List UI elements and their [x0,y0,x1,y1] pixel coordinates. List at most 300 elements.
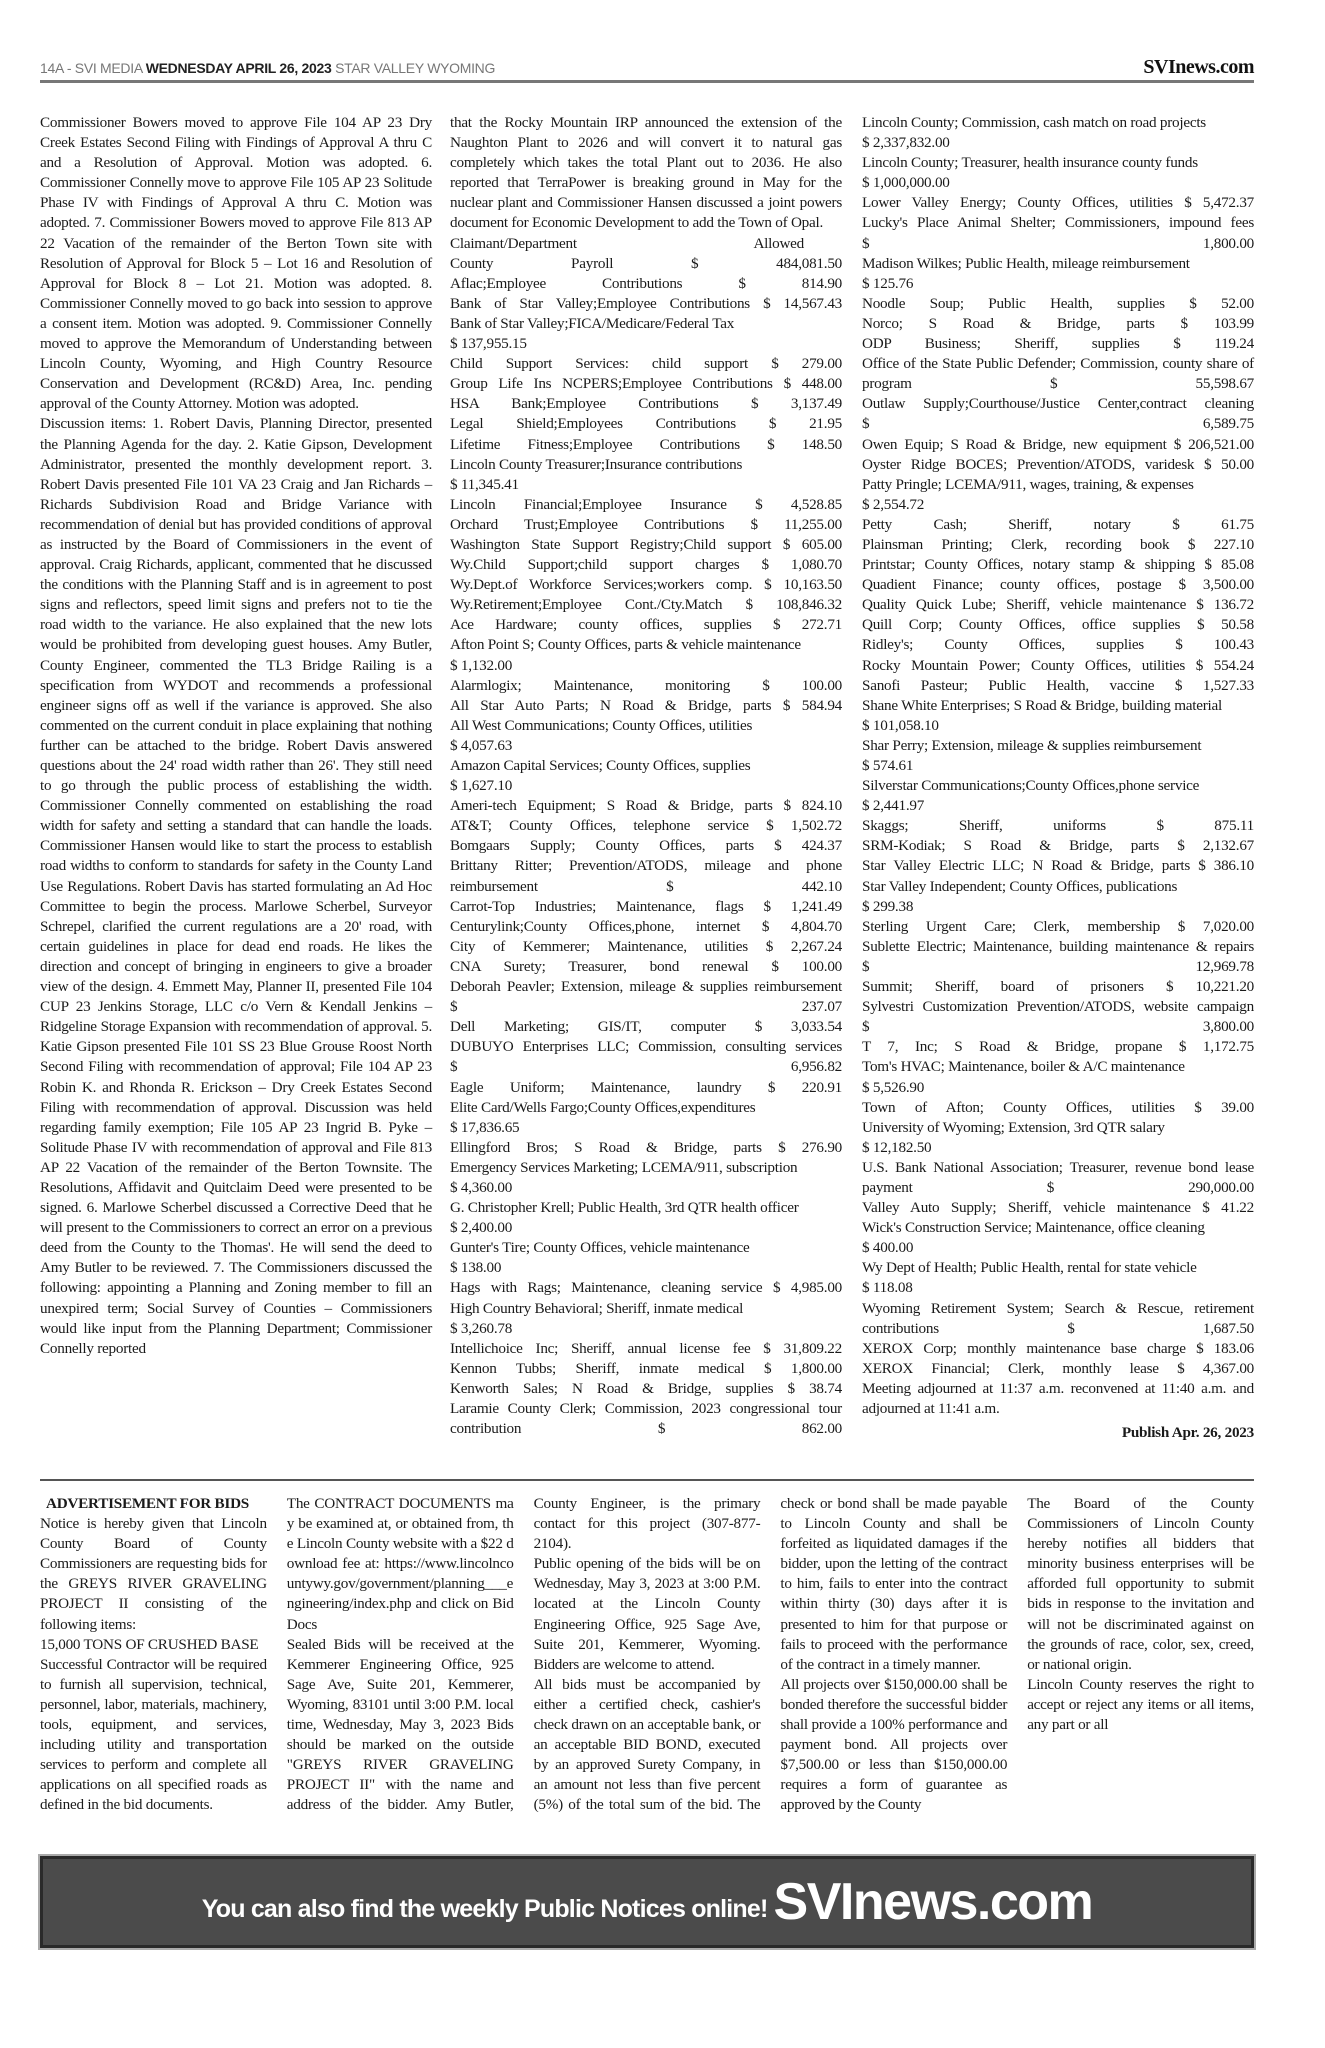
claim-entry [450,1078,842,1098]
claim-entry [450,1299,842,1339]
claim-entry [862,1158,1254,1198]
claimant-name: T 7, Inc; S Road & Bridge, propane [862,1038,1163,1056]
claim-amount: $ 4,367.00 [1177,1359,1255,1377]
claimant-name: Sublette Electric; Maintenance, building maintenance & repairs [862,937,1254,955]
claim-entry [862,1299,1254,1339]
minutes-paragraph: Discussion items: 1. Robert Davis, Planning Director, presented the Planning Agenda for the day. 2. Katie Gipson, Development Administrator, presented the monthly development report. 3. Robert Davis presented File 101 VA 23 Craig and Jan Richards – Richards Subdivision Road and Bridge Variance with recommendation of denial but has provided conditions of approval as instructed by the Board of Commissioners in the event of approval. Craig Richards, applicant, commented that he discussed the conditions with the Planning Staff and is in agreement to post signs and reflectors, speed limit signs and prefers not to tie the road width to the variance. He also explained that the new lots would be prohibited from developing guest houses. Amy Butler, County Engineer, commented the TL3 Bridge Railing is a specification from WYDOT and recommends a professional engineer signs off as well if the variance is approved. She also commented on the current conduit in place explaining that nothing further can be attached to the bridge. Robert Davis answered questions about the 24' road width rather than 26'. They still need to go through the public process of establishing the width. Commissioner Connelly commented on establishing the road width for safety and setting a standard that can handle the loads. Commissioner Hansen would like to start the process to establish road widths to conform to standards for safety in the County Land Use Regulations. Robert Davis has started formulating an Ad Hoc Committee to begin the process. Marlowe Scherbel, Surveyor Schrepel, clarified the current regulations are a 20' road, with certain guidelines in place for dead end roads. He likes the direction and concept of bringing in engineers to give a broader view of the design. 4. Emmett May, Planner II, presented File 104 CUP 23 Jenkins Storage, LLC c/o Vern & Kendall Jenkins – Ridgeline Storage Expansion with recommendation of approval. 5. Katie Gipson presented File 101 SS 23 Blue Grouse Roost North Second Filing with recommendation of approval; File 104 AP 23 Robin K. and Rhonda R. Erickson – Dry Creek Estates Second Filing with recommendation of approval. Discussion was held regarding family exemption; File 105 AP 23 Ingrid B. Pyke – Solitude Phase IV with recommendation of approval and File 813 AP 22 Vacation of the remainder of the Berton Townsite. The Resolutions, Affidavit and Quitclaim Deed were presented to be signed. 6. Marlowe Scherbel discussed a Corrective Deed that he will present to the Commissioners to correct an error on a previous deed from the County to the Thomas'. He will send the deed to Amy Butler to be reviewed. 7. The Commissioners discussed the following: appointing a Planning and Zoning member to fill an unexpired term; Social Survey of Counties – Commissioners would like input from the Planning Department; Commissioner Connelly reported [40,415,432,1357]
claimant-name: Alarmlogix; Maintenance, monitoring [450,676,731,694]
claim-amount: $ 1,132.00 [450,656,513,674]
claim-amount: $ 6,956.82 [450,1058,842,1076]
claim-entry [862,575,1254,595]
claim-amount: $ 1,502.72 [766,817,843,835]
claim-amount: $ 386.10 [1198,857,1255,875]
claimant-name: Brittany Ritter; Prevention/ATODS, mileage and phone reimbursement [450,857,842,895]
claim-amount: $ 119.24 [1173,335,1254,353]
claim-amount: $ 2,554.72 [862,495,925,513]
bids-paragraph: Public opening of the bids will be on Wednesday, May 3, 2023 at 3:00 P.M. located at the Lincoln County Engineering Office, 925 Sage Ave, Suite 201, Kemmerer, Wyoming. Bidders are welcome to attend. [533,1555,761,1673]
claim-entry [862,917,1254,937]
claim-entry [862,113,1254,153]
bids-paragraph: Lincoln County reserves the right to accept or reject any items or all items, any part or all [1027,1675,1254,1734]
claim-entry [450,796,842,816]
claim-entry [450,1399,842,1439]
claim-amount: $ 1,800.00 [862,234,1254,252]
claim-amount: $ 862.00 [657,1420,843,1438]
claimant-name: Owen Equip; S Road & Bridge, new equipment [862,435,1167,453]
claimant-name: Skaggs; Sheriff, uniforms [862,817,1106,835]
claim-amount: $ 12,182.50 [862,1138,932,1156]
claim-amount: $ 1,527.33 [1174,676,1255,694]
claim-amount: $ 100.43 [1175,636,1255,654]
claimant-name: Printstar; County Offices, notary stamp & shipping [862,556,1196,574]
claim-amount: $ 61.75 [1172,515,1254,533]
claim-entry [450,1098,842,1138]
claim-amount: $ 4,804.70 [761,917,843,935]
claimant-name: Lincoln County Treasurer;Insurance contributions [450,455,743,473]
claimant-name: CNA Surety; Treasurer, bond renewal [450,957,749,975]
claimant-name: Lifetime Fitness;Employee Contributions [450,435,740,453]
claim-entry [862,1057,1254,1097]
bids-paragraph: All projects over $150,000.00 shall be bonded therefore the successful bidder shall provide a 100% performance and payment bond. All projects over $7,500.00 or less than $150,000.00 requires a form of guarantee as approved by the County [780,1675,1008,1814]
bids-paragraph: Sealed Bids will be received at the Kemmerer Engineering Office, 925 Sage Ave, Suite 201, Kemmerer, Wyoming, 83101 until 3:00 P.M. local time, Wednesday, May 3, 2023 Bids should be marked on the outside "GREYS RIVER GRAVELING PROJECT II" with the name and address of the bidder. Amy Butler, County Engineer, is the primary contact for this project (307-877-2104). [286,1495,761,1814]
claimant-name: Lincoln County; Treasurer, health insurance county funds [862,154,1198,172]
claimant-name: Norco; S Road & Bridge, parts [862,314,1155,332]
claim-amount: $ 137,955.15 [450,335,527,353]
claim-entry [450,455,842,495]
claimant-name: Patty Pringle; LCEMA/911, wages, training, & expenses [862,475,1194,493]
claimant-name: Child Support Services: child support [450,355,748,373]
masthead-dateline [40,60,495,76]
bids-paragraph: Notice is hereby given that Lincoln County Board of County Commissioners are requesting bids for the GREYS RIVER GRAVELING PROJECT II consisting of the following items: [40,1515,267,1633]
claim-amount: $ 1,172.75 [1178,1038,1255,1056]
bids-paragraph: The CONTRACT DOCUMENTS may be examined at, or obtained from, the Lincoln County website with a $22 download fee at: https://www.lincolncountywy.gov/government/planning___engineering/index.php and click on Bid Docs [286,1495,514,1633]
claim-entry [862,877,1254,917]
claimant-name: Sylvestri Customization Prevention/ATODS, website campaign [862,998,1254,1016]
claim-entry [862,656,1254,676]
claimant-name: Gunter's Tire; County Offices, vehicle maintenance [450,1239,750,1257]
claimant-name: Laramie County Clerk; Commission, 2023 congressional tour contribution [450,1400,842,1438]
claim-amount: $ 5,526.90 [862,1078,925,1096]
claim-entry [450,937,842,957]
claimant-name: Amazon Capital Services; County Offices, supplies [450,757,751,774]
claim-amount: $ 2,132.67 [1177,837,1255,855]
claim-amount: $ 101,058.10 [862,716,939,734]
claim-entry [862,213,1254,253]
claim-entry [862,776,1254,816]
section-label: 14A - SVI MEDIA [40,60,143,76]
claimant-name: U.S. Bank National Association; Treasurer, revenue bond lease payment [862,1158,1254,1196]
banner-text: You can also find the weekly Public Notices online! [201,1894,768,1923]
claim-entry [450,816,842,836]
claimant-name: County Payroll [450,254,614,272]
claim-amount: $ 3,260.78 [450,1319,513,1337]
claimant-name: High Country Behavioral; Sheriff, inmate medical [450,1299,744,1317]
claim-entry [450,1359,842,1379]
claim-amount: $ 52.00 [1189,294,1254,312]
claimant-name: Sanofi Pasteur; Public Health, vaccine [862,676,1155,694]
minutes-column-2 [450,113,842,1439]
claim-entry [450,495,842,515]
claim-amount: $ 183.06 [1196,1339,1255,1357]
claim-entry [450,635,842,675]
claim-amount: $ 3,500.00 [1178,576,1255,594]
claim-entry [450,897,842,917]
claim-entry [862,254,1254,294]
claim-amount: $ 50.00 [1204,455,1255,473]
claimant-name: Bomgaars Supply; County Offices, parts [450,837,754,855]
claimant-name: Bank of Star Valley;Employee Contributions [450,294,750,312]
issue-date: WEDNESDAY APRIL 26, 2023 [145,60,332,76]
claim-amount: $ 1,627.10 [450,777,513,795]
claim-amount: $ 39.00 [1194,1098,1255,1116]
claim-entry [862,1198,1254,1218]
claimant-name: G. Christopher Krell; Public Health, 3rd QTR health officer [450,1199,799,1217]
claim-amount: $ 1,000,000.00 [862,174,950,192]
claim-entry [862,1339,1254,1359]
claim-amount: $ 290,000.00 [1046,1178,1255,1196]
claim-amount: $ 3,800.00 [862,1018,1254,1036]
claimant-name: Wy.Child Support;child support charges [450,556,740,574]
claimant-name: City of Kemmerer; Maintenance, utilities [450,937,748,955]
claimant-name: Orchard Trust;Employee Contributions [450,515,725,533]
claim-entry [862,997,1254,1037]
claim-entry [862,736,1254,776]
claim-entry [450,615,842,635]
claim-entry [450,856,842,896]
claim-amount: $ 7,020.00 [1177,917,1255,935]
claim-amount: $ 12,969.78 [862,957,1254,975]
claim-amount: $ 4,360.00 [450,1178,513,1196]
claimant-name: Wick's Construction Service; Maintenance, office cleaning [862,1219,1205,1237]
bids-paragraph: The Board of the County Commissioners of Lincoln County hereby notifies all bidders that minority business enterprises will be afforded full opportunity to submit bids in response to the invitation and will not be discriminated against on the grounds of race, color, sex, creed, or national origin. [1027,1495,1254,1673]
claim-amount: $ 4,985.00 [772,1279,843,1297]
minutes-paragraph: that the Rocky Mountain IRP announced the extension of the Naughton Plant to 2026 and will convert it to natural gas completely which takes the total Plant out to 2036. He also reported that TerraPower is breaking ground in May for the nuclear plant and Commissioner Hansen discussed a joint powers document for Economic Development to add the Town of Opal. [450,114,842,232]
claim-entry [862,595,1254,615]
claim-entry [450,1037,842,1077]
claim-amount: $ 1,687.50 [1067,1319,1254,1337]
claim-entry [862,635,1254,655]
claimant-name: Legal Shield;Employees Contributions [450,415,736,433]
claim-amount: $ 10,221.20 [1166,978,1255,996]
adjournment-note: Meeting adjourned at 11:37 a.m. reconvened at 11:40 a.m. and adjourned at 11:41 a.m. [862,1379,1254,1417]
allowed-header: Allowed [753,234,804,252]
claimant-name: Wy.Dept.of Workforce Services;workers comp. [450,576,753,594]
claim-amount: $ 17,836.65 [450,1118,520,1136]
claim-amount: $ 118.08 [862,1279,913,1297]
claim-amount: $ 85.08 [1204,556,1255,574]
claim-amount: $ 3,033.54 [754,1018,842,1036]
claim-entry [450,354,842,374]
claimant-name: Town of Afton; County Offices, utilities [862,1098,1175,1116]
claimant-name: XEROX Financial; Clerk, monthly lease [862,1359,1159,1377]
minutes-paragraph: Commissioner Bowers moved to approve File 104 AP 23 Dry Creek Estates Second Filing with Findings of Approval A thru C and a Resolution of Approval. Motion was adopted. 6. Commissioner Connelly move to approve File 105 AP 23 Solitude Phase IV with Findings of Approval A thru C. Motion was adopted. 7. Commissioner Bowers moved to approve File 813 AP 22 Vacation of the remainder of the Berton Town site with Resolution of Approval for Block 5 – Lot 16 and Resolution of Approval for Block 8 – Lot 21. Motion was adopted. 8. Commissioner Connelly moved to go back into session to approve a consent item. Motion was adopted. 9. Commissioner Connelly moved to approve the Memorandum of Understanding between Lincoln County, Wyoming, and High Country Resource Conservation and Development (RC&D) Area, Inc. pending approval of the County Attorney. Motion was adopted. [40,114,432,413]
claimant-name: Lower Valley Energy; County Offices, utilities [862,194,1173,212]
claim-entry [450,1158,842,1198]
claim-entry [862,435,1254,455]
claimant-name: Rocky Mountain Power; County Offices, utilities [862,656,1186,674]
claim-amount: $ 2,400.00 [450,1219,513,1237]
claimant-name: Sterling Urgent Care; Clerk, membership [862,917,1160,935]
claim-amount: $ 448.00 [783,375,843,393]
claim-entry [862,354,1254,394]
claim-entry [862,1098,1254,1118]
claim-entry [862,535,1254,555]
claimant-name: Lucky's Place Animal Shelter; Commissioners, impound fees [862,214,1254,232]
claim-entry [862,294,1254,314]
claim-amount: $ 6,589.75 [862,415,1254,433]
claim-entry [450,957,842,977]
claimant-name: Lincoln County; Commission, cash match on road projects [862,114,1206,131]
claim-entry [862,153,1254,193]
claim-entry [450,1339,842,1359]
claim-amount: $ 424.37 [774,837,842,855]
claimant-name: University of Wyoming; Extension, 3rd QTR salary [862,1118,1165,1136]
claimant-name: ODP Business; Sheriff, supplies [862,335,1140,353]
claim-amount: $ 574.61 [862,757,914,774]
claim-amount: $ 55,598.67 [1049,375,1255,393]
claim-entry [862,334,1254,354]
claim-amount: $ 875.11 [1156,817,1254,835]
claim-entry [450,575,842,595]
claim-amount: $ 11,255.00 [750,515,842,533]
claim-amount: $ 100.00 [771,957,843,975]
claim-amount: $ 484,081.50 [691,254,843,272]
claim-entry [862,475,1254,515]
claimant-name: Oyster Ridge BOCES; Prevention/ATODS, varidesk [862,455,1195,473]
claim-entry [450,1379,842,1399]
section-divider [40,1479,1254,1481]
claimant-name: Centurylink;County Offices,phone, internet [450,917,741,935]
claim-amount: $ 21.95 [768,415,843,433]
claimant-name: Hags with Rags; Maintenance, cleaning service [450,1279,763,1297]
claim-entry [862,816,1254,836]
claim-entry [450,515,842,535]
claimant-name: Washington State Support Registry;Child support [450,535,772,553]
site-logo: SVInews.com [1143,56,1254,78]
claim-amount: $ 148.50 [767,435,843,453]
claimant-name: Carrot-Top Industries; Maintenance, flags [450,897,744,915]
claimant-name: Quality Quick Lube; Sheriff, vehicle maintenance [862,596,1187,614]
claim-entry [450,294,842,314]
claim-amount: $ 276.90 [778,1138,843,1156]
claimant-name: Star Valley Electric LLC; N Road & Bridge, parts [862,857,1191,875]
claim-entry [450,414,842,434]
claim-amount: $ 2,267.24 [765,937,843,955]
claim-amount: $ 442.10 [666,877,842,895]
claimant-name: Afton Point S; County Offices, parts & vehicle maintenance [450,636,801,654]
claimant-name: Valley Auto Supply; Sheriff, vehicle maintenance [862,1199,1191,1217]
claim-entry [862,455,1254,475]
claim-amount: $ 50.58 [1196,616,1254,634]
claim-entry [450,374,842,394]
claims-list [862,113,1254,1379]
claim-entry [862,696,1254,736]
claim-entry [450,394,842,414]
claim-amount: $ 220.91 [767,1078,843,1096]
claim-amount: $ 108,846.32 [745,596,843,614]
claim-amount: $ 1,800.00 [763,1359,842,1377]
claim-entry [862,1118,1254,1158]
claim-amount: $ 2,441.97 [862,797,925,815]
claim-entry [450,716,842,756]
claim-amount: $ 2,337,832.00 [862,134,950,152]
claim-amount: $ 11,345.41 [450,475,519,493]
claimant-name: All Star Auto Parts; N Road & Bridge, parts [450,696,772,714]
bids-paragraph: All bids must be accompanied by either a certified check, cashier's check drawn on an acceptable bank, or an acceptable BID BOND, executed by an approved Surety Company, in an amount not less than five percent (5%) of the total sum of the bid. The check or bond shall be made payable to Lincoln County and shall be forfeited as liquidated damages if the bidder, upon the letting of the contract to him, fails to enter into the contract within thirty (30) days after it is presented to him for that purpose or fails to proceed with the performance of the contract in a timely manner. [533,1495,1008,1814]
claimant-name: Dell Marketing; GIS/IT, computer [450,1018,726,1036]
claim-amount: $ 1,241.49 [763,897,843,915]
claim-amount: $ 814.90 [738,274,843,292]
claim-amount: $ 4,528.85 [755,495,843,513]
claim-entry [862,1258,1254,1298]
masthead [40,58,1254,83]
claimant-header: Claimant/Department [450,234,577,252]
claimant-name: Ameri-tech Equipment; S Road & Bridge, parts [450,797,773,815]
claimant-name: Office of the State Public Defender; Commission, county share of program [862,355,1254,393]
claimant-name: Plainsman Printing; Clerk, recording book [862,535,1170,553]
claimant-name: HSA Bank;Employee Contributions [450,395,719,413]
claimant-name: Quadient Finance; county offices, postage [862,576,1162,594]
claims-list [450,254,842,1440]
claim-amount: $ 4,057.63 [450,736,513,754]
claimant-name: Shar Perry; Extension, mileage & supplies reimbursement [862,736,1202,754]
claim-amount: $ 1,080.70 [761,556,842,574]
claimant-name: Emergency Services Marketing; LCEMA/911, subscription [450,1158,798,1176]
bids-paragraph: 15,000 TONS OF CRUSHED BASE [40,1635,259,1653]
claim-amount: $ 41.22 [1202,1199,1254,1217]
claimant-name: Madison Wilkes; Public Health, mileage reimbursement [862,254,1190,272]
claim-amount: $ 125.76 [862,274,914,292]
claimant-name: Eagle Uniform; Maintenance, laundry [450,1078,742,1096]
claim-entry [862,1218,1254,1258]
claim-amount: $ 10,163.50 [764,576,843,594]
claim-amount: $ 279.00 [771,355,843,373]
claim-entry [862,676,1254,696]
claimant-name: Elite Card/Wells Fargo;County Offices,expenditures [450,1098,756,1116]
claim-entry [862,1037,1254,1057]
claim-amount: $ 38.74 [787,1379,842,1397]
claim-entry [862,1359,1254,1379]
claimant-name: Intellichoice Inc; Sheriff, annual license fee [450,1339,751,1357]
claim-entry [450,676,842,696]
claimant-name: Kennon Tubbs; Sheriff, inmate medical [450,1359,745,1377]
claimant-name: Aflac;Employee Contributions [450,274,683,292]
claimant-name: DUBUYO Enterprises LLC; Commission, consulting services [450,1038,842,1056]
claim-entry [450,314,842,354]
claim-amount: $ 227.10 [1187,535,1254,553]
claimant-name: All West Communications; County Offices, utilities [450,716,753,734]
claim-entry [862,615,1254,635]
claimant-name: Petty Cash; Sheriff, notary [862,515,1131,533]
claim-entry [862,977,1254,997]
claimant-name: Wyoming Retirement System; Search & Rescue, retirement contributions [862,1299,1254,1337]
claim-amount: $ 5,472.37 [1184,194,1255,212]
online-notices-banner [40,1856,1254,1948]
claimant-name: Outlaw Supply;Courthouse/Justice Center,contract cleaning [862,395,1254,413]
claim-entry [450,917,842,937]
bids-paragraph: Successful Contractor will be required to furnish all supervision, technical, personnel, labor, materials, machinery, tools, equipment, and services, including utility and transportation services to perform and complete all applications on all specified roads as defined in the bid documents. [40,1655,267,1814]
claim-amount: $ 272.71 [773,616,843,634]
claimant-name: Quill Corp; County Offices, office supplies [862,616,1181,634]
claim-amount: $ 136.72 [1196,596,1254,614]
location: STAR VALLEY WYOMING [335,60,496,76]
claim-entry [450,1017,842,1037]
claim-entry [450,977,842,1017]
claim-entry [450,555,842,575]
claim-amount: $ 299.38 [862,897,914,915]
claim-entry [450,1278,842,1298]
claim-entry [862,937,1254,977]
claimant-name: Tom's HVAC; Maintenance, boiler & A/C maintenance [862,1058,1185,1076]
claim-amount: $ 554.24 [1195,656,1255,674]
claimant-name: Star Valley Independent; County Offices, publications [862,877,1178,895]
claimant-name: Noodle Soup; Public Health, supplies [862,294,1165,312]
claimant-name: Lincoln Financial;Employee Insurance [450,495,727,513]
claim-amount: $ 138.00 [450,1259,502,1277]
claim-entry [450,836,842,856]
claim-amount: $ 237.07 [450,998,842,1016]
advertisement-for-bids [40,1494,1254,1839]
claim-amount: $ 31,809.22 [763,1339,842,1357]
claimant-name: Ridley's; County Offices, supplies [862,636,1144,654]
claimant-name: Silverstar Communications;County Offices,phone service [862,777,1200,795]
claimant-name: Kenworth Sales; N Road & Bridge, supplies [450,1379,774,1397]
claim-amount: $ 206,521.00 [1173,435,1255,453]
claim-entry [862,515,1254,535]
minutes-column-3 [862,113,1254,1443]
claim-entry [862,314,1254,334]
claims-header [450,234,842,254]
claim-entry [450,696,842,716]
claim-entry [862,193,1254,213]
bids-title: ADVERTISEMENT FOR BIDS [46,1495,249,1512]
claimant-name: Group Life Ins NCPERS;Employee Contributions [450,375,773,393]
publish-date: Publish Apr. 26, 2023 [1121,1424,1254,1442]
claim-entry [862,836,1254,856]
claimant-name: Wy.Retirement;Employee Cont./Cty.Match [450,596,723,614]
claimant-name: Shane White Enterprises; S Road & Bridge, building material [862,696,1222,714]
claim-entry [862,555,1254,575]
claim-amount: $ 824.10 [783,797,843,815]
claim-entry [450,595,842,615]
claimant-name: Deborah Peavler; Extension, mileage & supplies reimbursement [450,978,842,996]
claim-amount: $ 605.00 [782,535,843,553]
minutes-column-1 [40,113,432,1359]
claimant-name: Ace Hardware; county offices, supplies [450,616,752,634]
banner-site-link[interactable]: SVInews.com [773,1873,1093,1931]
claim-entry [450,435,842,455]
claim-amount: $ 100.00 [762,676,843,694]
claim-amount: $ 103.99 [1180,314,1254,332]
claim-entry [450,1198,842,1238]
claim-entry [450,1238,842,1278]
claim-amount: $ 400.00 [862,1239,914,1257]
claim-entry [450,1138,842,1158]
claimant-name: SRM-Kodiak; S Road & Bridge, parts [862,837,1160,855]
claimant-name: Bank of Star Valley;FICA/Medicare/Federal Tax [450,314,735,332]
claim-entry [450,254,842,274]
claimant-name: Wy Dept of Health; Public Health, rental for state vehicle [862,1259,1197,1277]
claim-entry [450,756,842,796]
claim-entry [450,535,842,555]
claimant-name: Summit; Sheriff, board of prisoners [862,978,1144,996]
claimant-name: Ellingford Bros; S Road & Bridge, parts [450,1138,762,1156]
claim-entry [450,274,842,294]
claim-amount: $ 14,567.43 [763,294,843,312]
claim-amount: $ 3,137.49 [751,395,842,413]
claim-amount: $ 584.94 [782,696,843,714]
claimant-name: XEROX Corp; monthly maintenance base charge [862,1339,1186,1357]
claim-entry [862,394,1254,434]
